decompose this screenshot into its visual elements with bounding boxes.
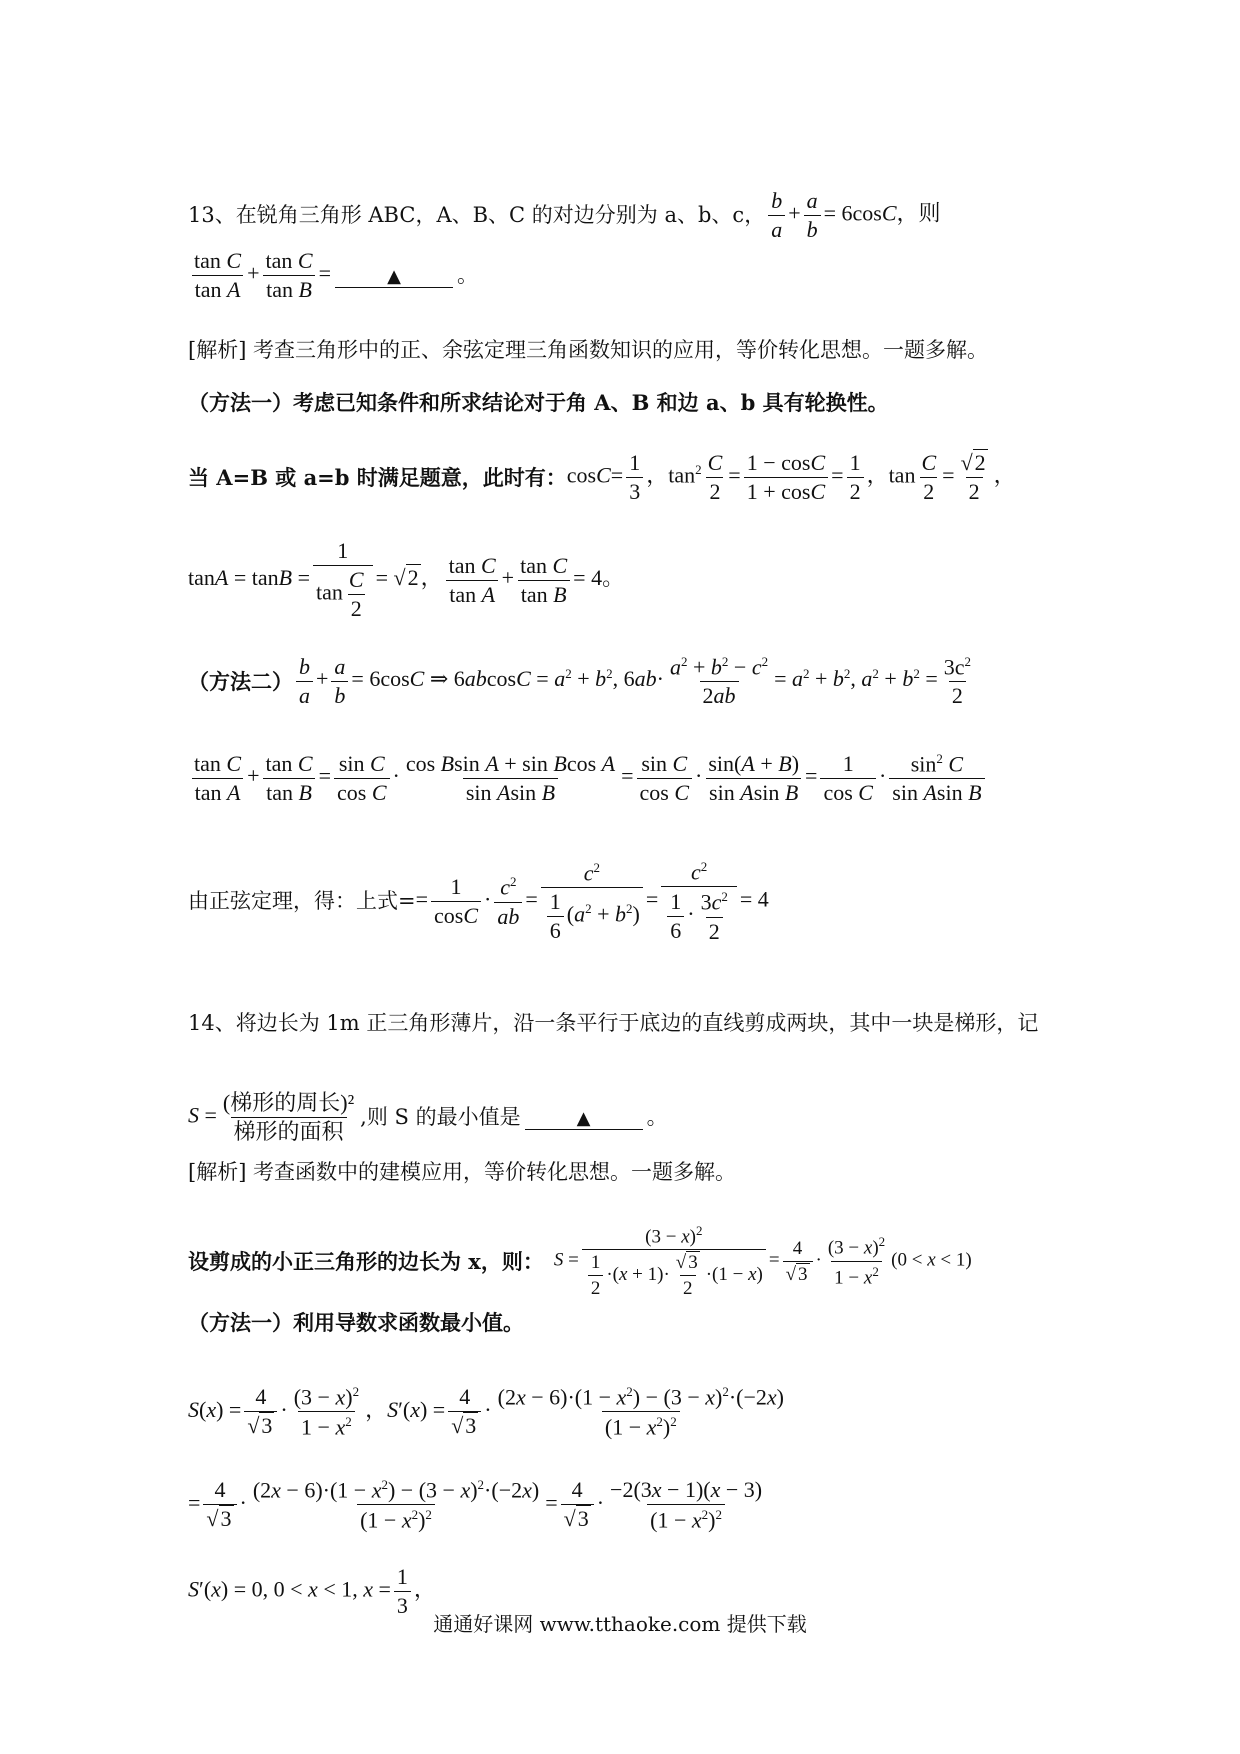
q14-analysis: [解析] 考查函数中的建模应用，等价转化思想。一题多解。: [188, 1160, 737, 1184]
q13-method1-line1: [188, 452, 1016, 503]
q14-setup-math: S = $(3 - x)^2$ $\frac{1}{2}$ ·(x + 1)· $\frac{√ 3}{2}$ ·(1 − x) = $\frac{4}{√ 3}$ · $\frac{(3 - x)^2}{1 - x^2}$ (0 < x < 1): [553, 1223, 972, 1300]
q13-method2-line3: [188, 860, 769, 943]
q14-s-numerator: (梯形的周长)²: [222, 1090, 355, 1115]
q13-ask-line: [188, 250, 478, 301]
q14-end: 。: [646, 1105, 668, 1129]
q14-method1-title: （方法一）利用导数求函数最小值。: [188, 1310, 524, 1335]
q13-method2-line2: [188, 752, 988, 804]
q13-method1-line2: [188, 540, 624, 620]
page-footer: 通通好课网 www.tthaoke.com 提供下载: [433, 1612, 807, 1636]
q14-line1-math: S(x) = $\frac{4}{√3}$ · $\frac{(3 - x)^2}{1 - x^2}$ ，S′(x) = $\frac{4}{√3}$ · $\frac{(2x - 6)\cdot(1 - x^2) - (3 - x)^2\cdot(-2x)}{(1 - x^2)^2}$: [188, 1384, 784, 1440]
q13-condition: $\frac{b}{a}$ + $\frac{a}{b}$ = 6cosC，则: [765, 190, 940, 241]
q13-method2-line1: [188, 655, 977, 707]
q14-s-denominator: 梯形的面积: [231, 1117, 347, 1143]
q14-setup: [188, 1224, 972, 1298]
q14-line1: [188, 1385, 790, 1439]
q13-method1-line1-math: cosC= $\frac{1}{3}$ ，$\tan^2$ $\frac{C}{2}$ = $\frac{1 - \cos C}{1 + \cos C}$ = $\frac{1}{2}$ ，tan $\frac{C}{2}$ = $\frac{√2}{2}$ ，: [566, 450, 1016, 504]
q13-answer-blank: ▲: [335, 263, 453, 288]
q14-line2: [188, 1478, 768, 1532]
q14-s-def: S = (梯形的周长)² 梯形的面积: [188, 1092, 360, 1143]
q13-end: 。: [457, 263, 478, 287]
q13-line1: [188, 190, 941, 241]
q14-ask-line: [188, 1092, 668, 1143]
q14-intro: 14、将边长为 1m 正三角形薄片，沿一条平行于底边的直线剪成两块，其中一块是梯形，记: [188, 1011, 1039, 1035]
q14-answer-blank: ▲: [525, 1105, 643, 1130]
q14-ask: ,则 S 的最小值是: [360, 1105, 521, 1129]
q13-analysis: [解析] 考查三角形中的正、余弦定理三角函数知识的应用，等价转化思想。一题多解。: [188, 338, 989, 362]
q13-method2-title: （方法二）: [188, 668, 293, 694]
q13-method1-title: （方法一）考虑已知条件和所求结论对于角 A、B 和边 a、b 具有轮换性。: [188, 390, 889, 415]
q13-method2-line3-math: = $\frac{1}{\cos C}$ · $\frac{c^2}{ab}$ = $c^2$ $\frac{1}{6}$ $(a^2 + b^2)$ = $c^2$ $\frac{1}{6}$ · $\frac{3c^2}{2}$ = 4: [415, 859, 769, 944]
q13-method2-line1-math: $\frac{b}{a}$ + $\frac{a}{b}$ = 6cosC ⇒ $6abcosC = a^2 + b^2$, 6ab· $\frac{a^2 + b^2 - c^2}{2ab}$ = $a^2 + b^2$, $a^2 + b^2$ = $\frac{3c^2}{2}$: [293, 655, 977, 707]
q14-line3-math: S′(x) = 0, 0 < x < 1, x = $\frac{1}{3}$ ，: [188, 1564, 436, 1618]
q13-intro: 13、在锐角三角形 ABC，A、B、C 的对边分别为 a、b、c，: [188, 203, 766, 227]
q13-ask-math: $\frac{\text{tan C}}{\text{tan A}}$ + $\frac{\text{tan C}}{\text{tan B}}$ =: [188, 250, 331, 301]
q13-method1-line1-text: 当 A=B 或 a=b 时满足题意，此时有：: [188, 465, 567, 490]
q13-method2-line2-math: $\frac{\text{tan C}}{\text{tan A}}$ + $\frac{\text{tan C}}{\text{tan B}}$ = $\frac{\text{sin C}}{\text{cos C}}$ · $\frac{\text{cos Bsin A + sin Bcos A}}{\text{sin Asin B}}$ = $\frac{\text{sin C}}{\text{cos C}}$ · $\frac{\sin(A + B)}{\text{sin Asin B}}$ = $\frac{1}{\text{cos C}}$ · $\frac{\sin^2 C}{\text{sin Asin B}}$: [188, 752, 988, 804]
q14-line2-math: = $\frac{4}{√3}$ · $\frac{(2x - 6)\cdot(1 - x^2) - (3 - x)^2\cdot(-2x)}{(1 - x^2)^2}$ = $\frac{4}{√3}$ · $\frac{-2(3x - 1)(x - 3)}{(1 - x^2)^2}$: [188, 1476, 763, 1533]
q14-setup-text: 设剪成的小正三角形的边长为 x，则：: [188, 1248, 544, 1274]
q13-method1-line2-math: tanA = tanB = 1 tan $\frac{C}{2}$ = √2， $\frac{\text{tan C}}{\text{tan A}}$ + $\frac{\text{tan C}}{\text{tan B}}$ = 4。: [188, 538, 625, 621]
q13-method2-line3-text: 由正弦定理，得：上式=: [188, 888, 416, 913]
